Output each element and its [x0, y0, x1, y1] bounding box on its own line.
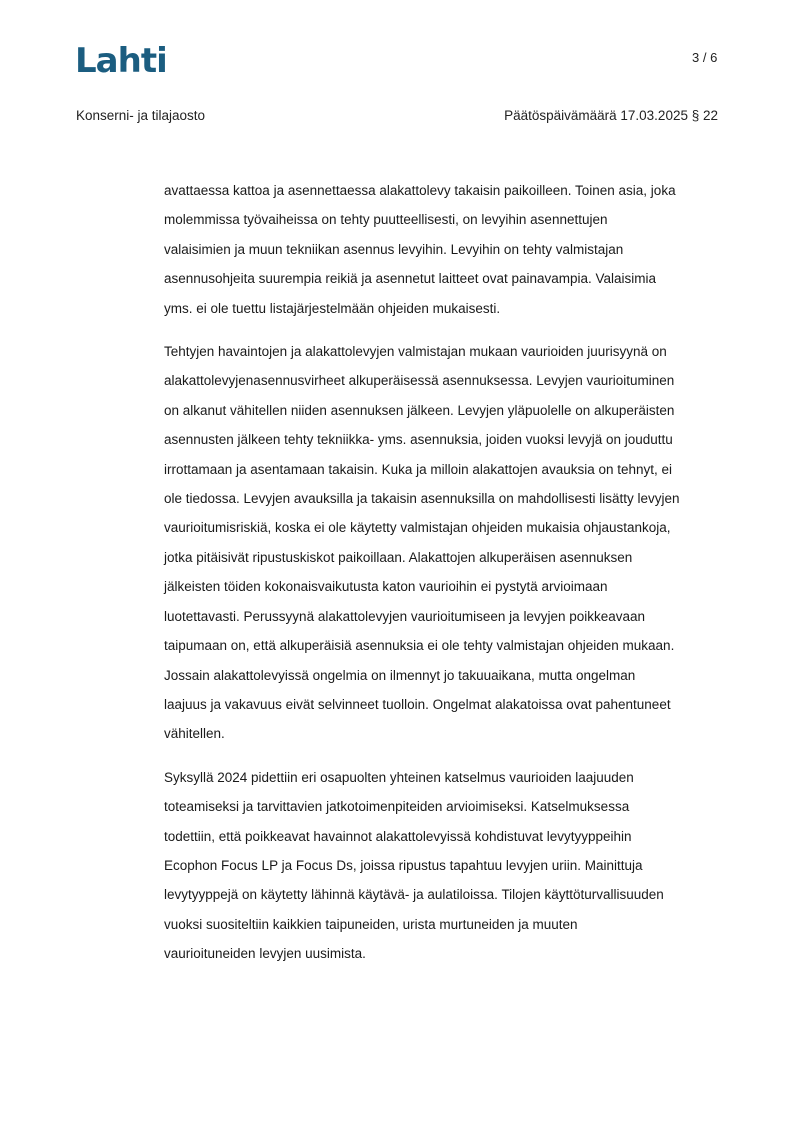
text-line: Ecophon Focus LP ja Focus Ds, joissa ripustus tapahtuu levyjen uriin. Mainittuja — [164, 857, 643, 873]
text-line: avattaessa kattoa ja asennettaessa alakattolevy takaisin paikoilleen. Toinen asia, joka — [164, 183, 676, 198]
text-line: vähitellen. — [164, 726, 225, 742]
document-body — [164, 176, 729, 983]
text-line: Tehtyjen havaintojen ja alakattolevyjen valmistajan mukaan vaurioiden juurisyynä on — [164, 344, 667, 360]
page-number: 3 / 6 — [692, 50, 718, 65]
text-line: levytyyppejä on käytetty lähinnä käytävä- ja aulatiloissa. Tilojen käyttöturvallisuuden — [164, 887, 664, 903]
text-line: Syksyllä 2024 pidettiin eri osapuolten yhteinen katselmus vaurioiden laajuuden — [164, 769, 634, 785]
text-line: jälkeisten töiden kokonaisvaikutusta katon vaurioihin ei pystytä arvioimaan — [164, 579, 608, 595]
text-line: vaurioituneiden levyjen uusimista. — [164, 946, 366, 962]
text-line: asennusten jälkeen tehty tekniikka- yms. asennuksia, joiden vuoksi levyjä on jouduttu — [164, 432, 673, 448]
text-line: todettiin, että poikkeavat havainnot alakattolevyissä kohdistuvat levytyyppeihin — [164, 828, 632, 844]
paragraph — [164, 176, 729, 323]
text-line: alakattolevyjenasennusvirheet alkuperäisessä asennuksessa. Levyjen vaurioituminen — [164, 373, 675, 389]
text-line: molemmissa työvaiheissa on tehty puutteellisesti, on levyihin asennettujen — [164, 212, 608, 228]
text-line: asennusohjeita suurempia reikiä ja asennetut laitteet ovat painavampia. Valaisimia — [164, 271, 657, 287]
text-line: toteamiseksi ja tarvittavien jatkotoimenpiteiden arvioimiseksi. Katselmuksessa — [164, 799, 630, 815]
text-line: vaurioitumisriskiä, koska ei ole käytetty valmistajan ohjeiden mukaisia ohjaustankoja, — [164, 520, 671, 536]
paragraph — [164, 337, 729, 749]
committee-name: Konserni- ja tilajaosto — [76, 108, 206, 123]
decision-date: Päätöspäivämäärä 17.03.2025 § 22 — [504, 108, 718, 123]
paragraph — [164, 763, 729, 969]
text-line: valaisimien ja muun tekniikan asennus levyihin. Levyihin on tehty valmistajan — [164, 241, 624, 257]
text-line: Jossain alakattolevyissä ongelmia on ilmennyt jo takuuaikana, mutta ongelman — [164, 667, 636, 683]
text-line: ole tiedossa. Levyjen avauksilla ja takaisin asennuksilla on mahdollisesti lisätty levyjen — [164, 491, 680, 507]
text-line: irrottamaan ja asentamaan takaisin. Kuka ja milloin alakattojen avauksia on tehnyt, ei — [164, 461, 673, 477]
text-line: taipumaan on, että alkuperäisiä asennuksia ei ole tehty valmistajan ohjeiden mukaan. — [164, 638, 675, 654]
text-line: laajuus ja vakavuus eivät selvinneet tuolloin. Ongelmat alakatoissa ovat pahentuneet — [164, 696, 671, 712]
text-line: yms. ei ole tuettu listajärjestelmään ohjeiden mukaisesti. — [164, 300, 501, 316]
lahti-logo: Lahti — [75, 41, 167, 81]
text-line: luotettavasti. Perussyynä alakattolevyjen vaurioitumiseen ja levyjen poikkeavaan — [164, 608, 646, 624]
text-line: on alkanut vähitellen niiden asennuksen jälkeen. Levyjen yläpuolelle on alkuperäisten — [164, 402, 675, 418]
text-line: vuoksi suositeltiin kaikkien taipuneiden, urista murtuneiden ja muuten — [164, 916, 578, 932]
text-line: jotka pitäisivät ripustuskiskot paikoillaan. Alakattojen alkuperäisen asennuksen — [164, 549, 633, 565]
